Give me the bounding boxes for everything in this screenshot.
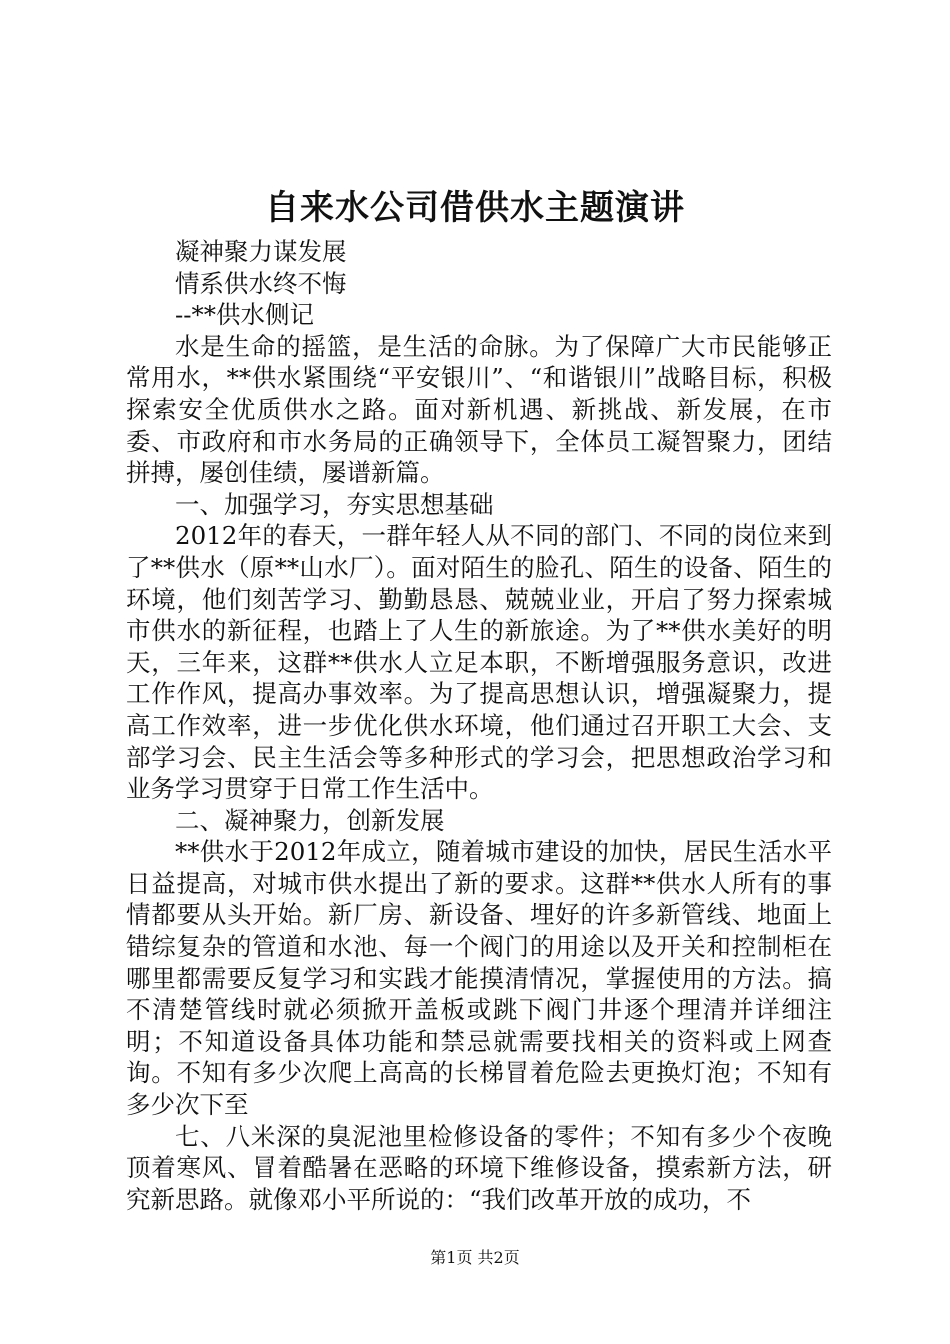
paragraph-section-1: 2012年的春天，一群年轻人从不同的部门、不同的岗位来到了**供水（原**山水厂）。面对陌生的脸孔、陌生的设备、陌生的环境，他们刻苦学习、勤勤恳恳、兢兢业业，开启了努力探索城市供水的新征程，也踏上了人生的新旅途。为了**供水美好的明天，三年来，这群**供水人立足本职，不断增强服务意识，改进工作作风，提高办事效率。为了提高思想认识，增强凝聚力，提高工作效率，进一步优化供水环境，他们通过召开职工大会、支部学习会、民主生活会等多种形式的学习会，把思想政治学习和业务学习贯穿于日常工作生活中。	[126, 521, 832, 804]
subtitle-line-1: 凝神聚力谋发展	[175, 237, 347, 266]
section-heading-2: 二、凝神聚力，创新发展	[175, 805, 445, 835]
page-footer: 第1页 共2页	[430, 1248, 520, 1267]
byline: --**供水侧记	[175, 300, 315, 330]
document-title: 自来水公司借供水主题演讲	[265, 188, 685, 228]
paragraph-intro: 水是生命的摇篮，是生活的命脉。为了保障广大市民能够正常用水，**供水紧围绕“平安银川”、“和谐银川”战略目标，积极探索安全优质供水之路。面对新机遇、新挑战、新发展，在市委、市政府和市水务局的正确领导下，全体员工凝智聚力，团结拼搏，屡创佳绩，屡谱新篇。	[126, 331, 832, 488]
subtitle-line-2: 情系供水终不悔	[175, 268, 347, 298]
paragraph-section-2: **供水于2012年成立，随着城市建设的加快，居民生活水平日益提高，对城市供水提出了新的要求。这群**供水人所有的事情都要从头开始。新厂房、新设备、埋好的许多新管线、地面上错综复杂的管道和水池、每一个阀门的用途以及开关和控制柜在哪里都需要反复学习和实践才能摸清情况，掌握使用的方法。搞不清楚管线时就必须掀开盖板或跳下阀门井逐个理清并详细注明；不知道设备具体功能和禁忌就需要找相关的资料或上网查询。不知有多少次爬上高高的长梯冒着危险去更换灯泡；不知有多少次下至	[126, 837, 832, 1120]
document-body	[126, 236, 832, 1215]
section-heading-1: 一、加强学习，夯实思想基础	[175, 489, 494, 519]
paragraph-section-2-cont: 七、八米深的臭泥池里检修设备的零件；不知有多少个夜晚顶着寒风、冒着酷暑在恶略的环境下维修设备，摸索新方法，研究新思路。就像邓小平所说的：“我们改革开放的成功，不	[126, 1121, 832, 1214]
